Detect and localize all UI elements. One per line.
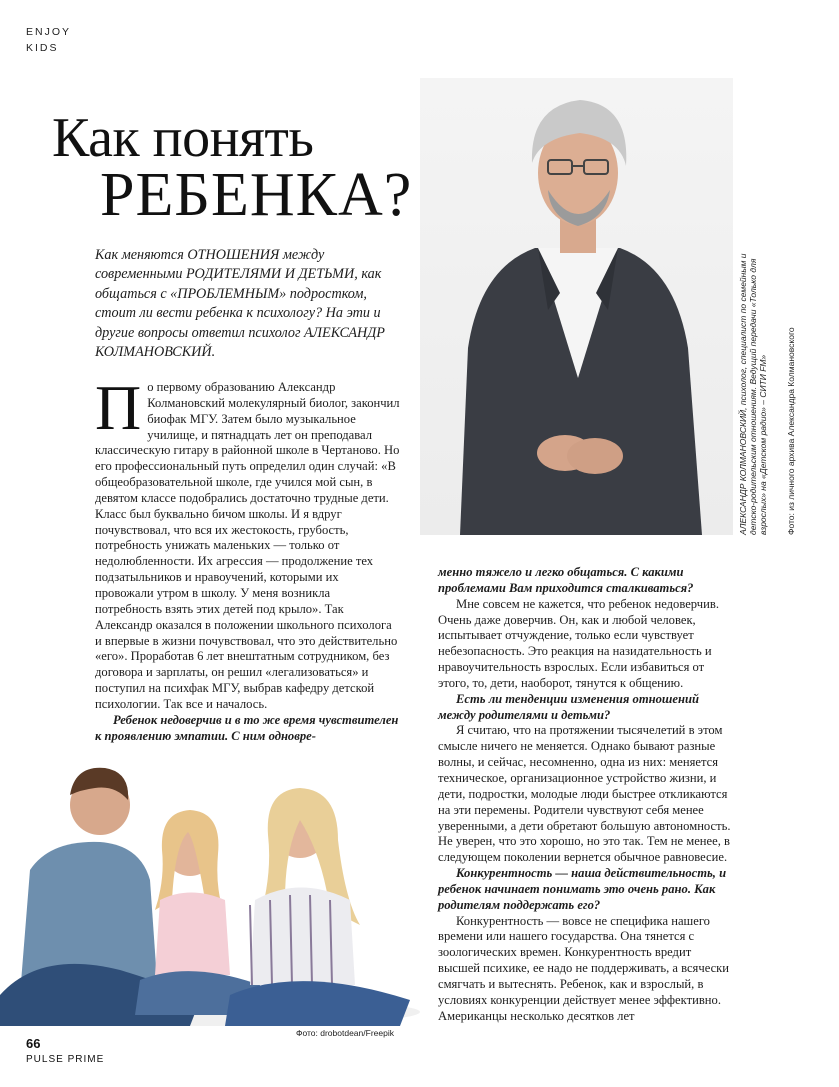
article-column-1 xyxy=(95,372,400,744)
photo-credit: Фото: из личного архива Александра Колмановского xyxy=(786,327,796,535)
section-label-line2: KIDS xyxy=(26,42,59,54)
section-label-line1: ENJOY xyxy=(26,26,72,38)
page-number: 66 xyxy=(26,1036,41,1051)
answer-2: Я считаю, что на протяжении тысячелетий в этом смысле ничего не меняется. Однако бывают разные волны, и сейчас, несомненно, одна из них: меняется техническое, организационное устройство жизни, и дети, подростки, молодые люди быстрее откликаются на эти перемены. Родители чувствуют себя менее уверенными, а дети обретают большую автономность. Не уверен, что это хорошо, но это так. Тем не менее, в следующем поколении вернется обычное равновесие. xyxy=(438,723,731,865)
article-column-2 xyxy=(438,565,734,1024)
section-label xyxy=(26,24,71,56)
family-photo xyxy=(0,750,420,1026)
family-illustration xyxy=(0,750,420,1026)
portrait-photo xyxy=(420,78,733,535)
portrait-illustration xyxy=(420,78,733,535)
photo-caption: АЛЕКСАНДР КОЛМАНОВСКИЙ, психолог, специалист по семейным и детско-родительским отношениям. Ведущий передачи «Только для взрослых» на «Детском радио» – СИТИ FM» xyxy=(738,253,768,535)
answer-3: Конкурентность — вовсе не специфика нашего времени или нашего государства. Она тянется с зоологических времен. Конкурентность вредит высшей психике, ее надо не поддерживать, а всячески смягчать и вытеснять. Ребенок, как и взрослый, в условиях конкуренции действует менее эффективно. Американцы несколько десятков лет xyxy=(438,913,730,1023)
question-1-continued: менно тяжело и легко общаться. С какими проблемами Вам приходится сталкиваться? xyxy=(438,565,694,595)
headline-line2: РЕБЕНКА? xyxy=(100,161,413,229)
answer-1: Мне совсем не кажется, что ребенок недоверчив. Очень даже доверчив. Он, как и любой человек, испытывает отчуждение, только если чувствует небезопасность. Это реакция на назидательность и нравоучительность взрослых. Если избавиться от этого, то, дети, наоборот, тянутся к общению. xyxy=(438,596,719,690)
drop-cap: П xyxy=(95,372,142,443)
question-1: Ребенок недоверчив и в то же время чувствителен к проявлению эмпатии. С ним одновре- xyxy=(95,712,399,743)
question-2: Есть ли тенденции изменения отношений между родителями и детьми? xyxy=(438,691,700,722)
magazine-name: PULSE PRIME xyxy=(26,1054,105,1065)
question-3: Конкурентность — наша действительность, и ребенок начинает понимать это очень рано. Как родителям поддержать его? xyxy=(438,866,727,912)
lede: Как меняются ОТНОШЕНИЯ между современными РОДИТЕЛЯМИ И ДЕТЬМИ, как общаться с «ПРОБЛЕМНЫМ» подростком, стоит ли вести ребенка к психологу? На эти и другие вопросы ответил психолог АЛЕКСАНДР КОЛМАНОВСКИЙ. xyxy=(95,247,385,361)
intro-paragraph: о первому образованию Александр Колмановский молекулярный биолог, закончил биофак МГУ. Затем было музыкальное училище, и пятнадцать лет он преподавал классическую гитару в районной школе в Чертаново. Но его профессиональный путь определил один случай: «В общеобразовательной школе, где учился мой сын, в девятом классе подобрались достаточно трудные дети. Класс был буквально бичом школы. И я вдруг почувствовал, что вся их жестокость, грубость, потребность унижать маленьких — только от недолюбленности. Их агрессия — продолжение тех подзатыльников и нравоучений, которыми их провожали утром в школу. У меня возникла потребность взять этих детей под крыло». Так Александр оказался в положении школьного психолога и впервые в жизни почувствовал, что это действительно «его». Проработав 6 лет внештатным сотрудником, без договора и зарплаты, он решил «легализоваться» и поступил на психфак МГУ, выбрав кафедру детской психологии. Так все и началось. xyxy=(95,380,400,711)
family-photo-credit: Фото: drobotdean/Freepik xyxy=(296,1028,394,1038)
headline-line1: Как понять xyxy=(52,107,314,169)
